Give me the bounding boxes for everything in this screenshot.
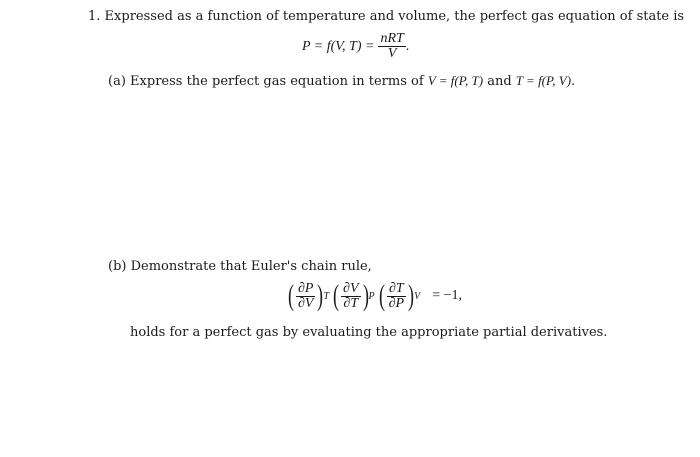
- pd1-subscript: T: [323, 290, 330, 302]
- part-b-label: (b): [108, 259, 127, 274]
- pd3-numerator: ∂T: [387, 282, 406, 297]
- equation-denominator: V: [387, 46, 397, 61]
- pd2-denominator: ∂T: [343, 295, 359, 311]
- equation-numerator: nRT: [380, 31, 404, 46]
- part-b-followup: [130, 325, 607, 341]
- problem-intro-line: [88, 9, 684, 25]
- problem-number: 1.: [88, 9, 101, 24]
- part-a-text: Express the perfect gas equation in terms of: [130, 74, 424, 89]
- pd3-subscript: V: [414, 290, 421, 302]
- equation-fraction: [378, 32, 405, 61]
- part-a-math-t: T = f(P, V): [515, 73, 572, 88]
- partial-derivative-2: ( $\frac{\partial V}{\partial T}$ ) P: [333, 279, 375, 312]
- chain-rule-rhs: = −1,: [432, 288, 463, 303]
- part-a-trail: .: [571, 74, 576, 89]
- part-a-and: and: [487, 74, 512, 89]
- partial-derivative-3: ( $\frac{\partial T}{\partial P}$ ) V: [378, 279, 421, 312]
- part-b-line: [108, 259, 372, 275]
- perfect-gas-equation: [302, 32, 409, 61]
- pd3-denominator: ∂P: [388, 295, 405, 311]
- equation-lhs: P = f(V, T) =: [302, 38, 375, 54]
- problem-intro-text: Expressed as a function of temperature and volume, the perfect gas equation of state is: [104, 9, 685, 24]
- pd2-subscript: P: [368, 290, 375, 302]
- euler-chain-rule: [286, 281, 462, 311]
- part-a-line: [108, 73, 575, 90]
- part-b-text: Demonstrate that Euler's chain rule,: [130, 259, 372, 274]
- pd1-denominator: ∂V: [298, 295, 314, 311]
- partial-derivative-1: ( $\frac{\partial P}{\partial V}$ ) T: [288, 279, 330, 312]
- pd1-numerator: ∂P: [298, 280, 314, 296]
- pd2-numerator: ∂V: [343, 280, 359, 296]
- part-b-followup-text: holds for a perfect gas by evaluating the appropriate partial derivatives.: [130, 325, 608, 340]
- part-a-math-v: V = f(P, T): [427, 73, 484, 88]
- equation-trail: .: [405, 38, 410, 54]
- part-a-label: (a): [108, 74, 126, 89]
